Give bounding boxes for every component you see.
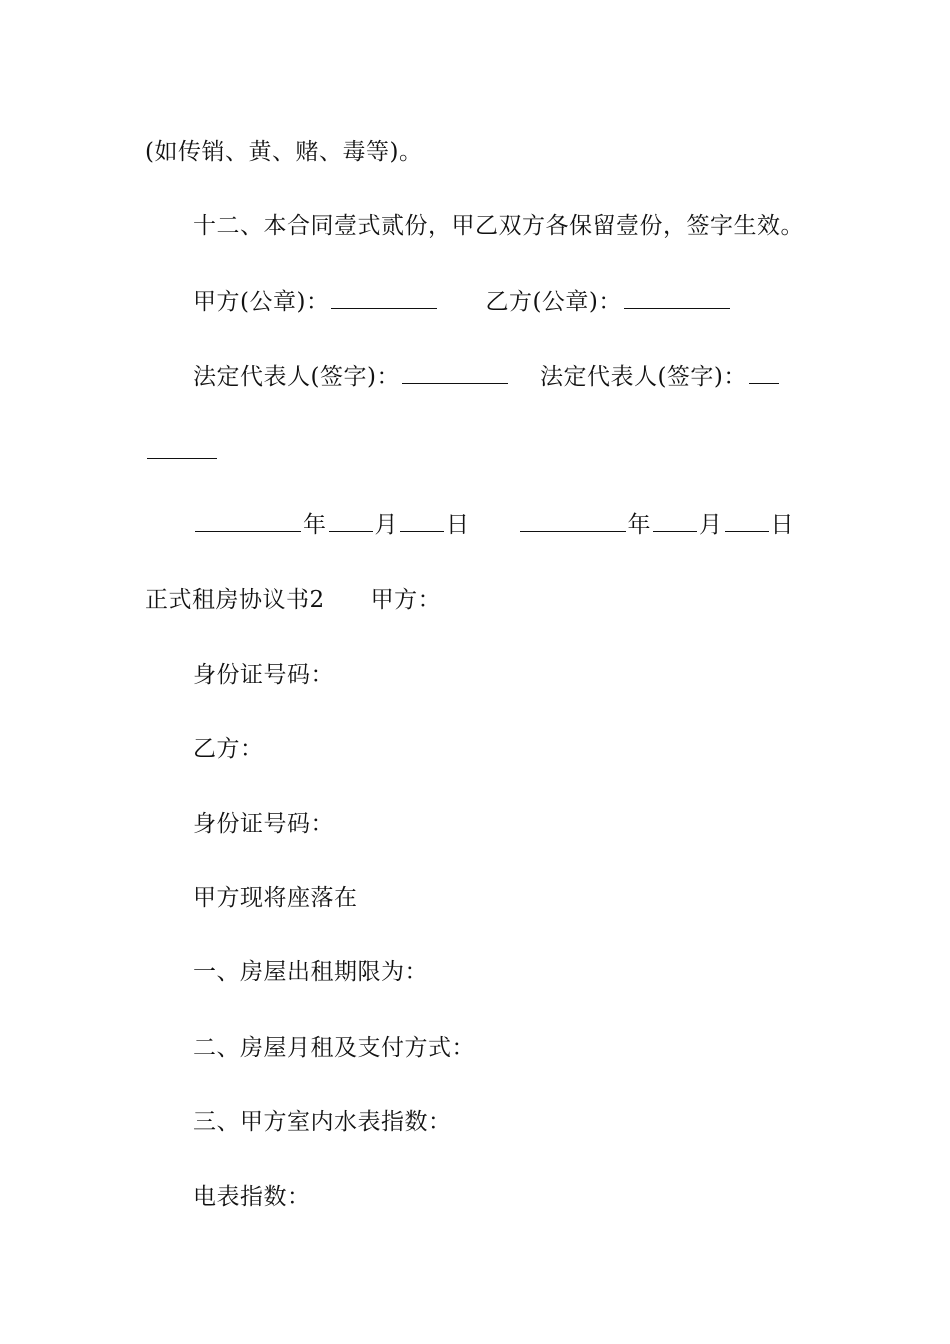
- id-number-b: 身份证号码：: [193, 811, 334, 837]
- agreement-two-party-a: 甲方：: [370, 587, 442, 613]
- date-a-month: 月: [374, 512, 398, 538]
- term-three: 三、甲方室内水表指数：: [193, 1109, 452, 1135]
- party-b-seal-blank: [624, 286, 730, 309]
- clause-twelve: 十二、本合同壹式贰份，甲乙双方各保留壹份，签字生效。: [193, 213, 804, 239]
- date-a-day-blank: [400, 509, 444, 532]
- date-a-day: 日: [446, 512, 470, 538]
- date-b-day: 日: [770, 512, 794, 538]
- legal-rep-row: [193, 361, 781, 392]
- seal-row: [193, 286, 732, 317]
- legal-rep-b-blank-wrap: [147, 436, 217, 459]
- date-a-year: 年: [303, 512, 327, 538]
- date-b-year: 年: [627, 512, 651, 538]
- date-a-month-blank: [329, 509, 373, 532]
- located-at: 甲方现将座落在: [193, 885, 358, 911]
- term-one: 一、房屋出租期限为：: [193, 959, 428, 985]
- text-prohibited-activities: (如传销、黄、赌、毒等)。: [145, 139, 423, 165]
- party-b: 乙方：: [193, 736, 264, 762]
- date-b-day-blank: [725, 509, 769, 532]
- legal-rep-b-blank: [749, 361, 779, 384]
- agreement-two-title: 正式租房协议书2: [145, 587, 325, 613]
- party-a-seal-blank: [331, 286, 437, 309]
- party-a-seal-label: 甲方(公章)：: [193, 289, 330, 315]
- date-a-year-blank: [195, 509, 301, 532]
- meter-reading: 电表指数：: [193, 1184, 311, 1210]
- agreement-two-heading: [145, 585, 441, 615]
- term-two: 二、房屋月租及支付方式：: [193, 1035, 475, 1061]
- party-b-seal-label: 乙方(公章)：: [485, 289, 622, 315]
- date-b-month: 月: [699, 512, 723, 538]
- legal-rep-a-blank: [402, 361, 508, 384]
- date-b-year-blank: [520, 509, 626, 532]
- date-b-month-blank: [653, 509, 697, 532]
- id-number-a: 身份证号码：: [193, 662, 334, 688]
- date-row: [193, 509, 794, 540]
- legal-rep-b-blank-continued: [145, 436, 219, 467]
- legal-rep-a-label: 法定代表人(签字)：: [193, 364, 400, 390]
- legal-rep-b-label: 法定代表人(签字)：: [539, 364, 747, 390]
